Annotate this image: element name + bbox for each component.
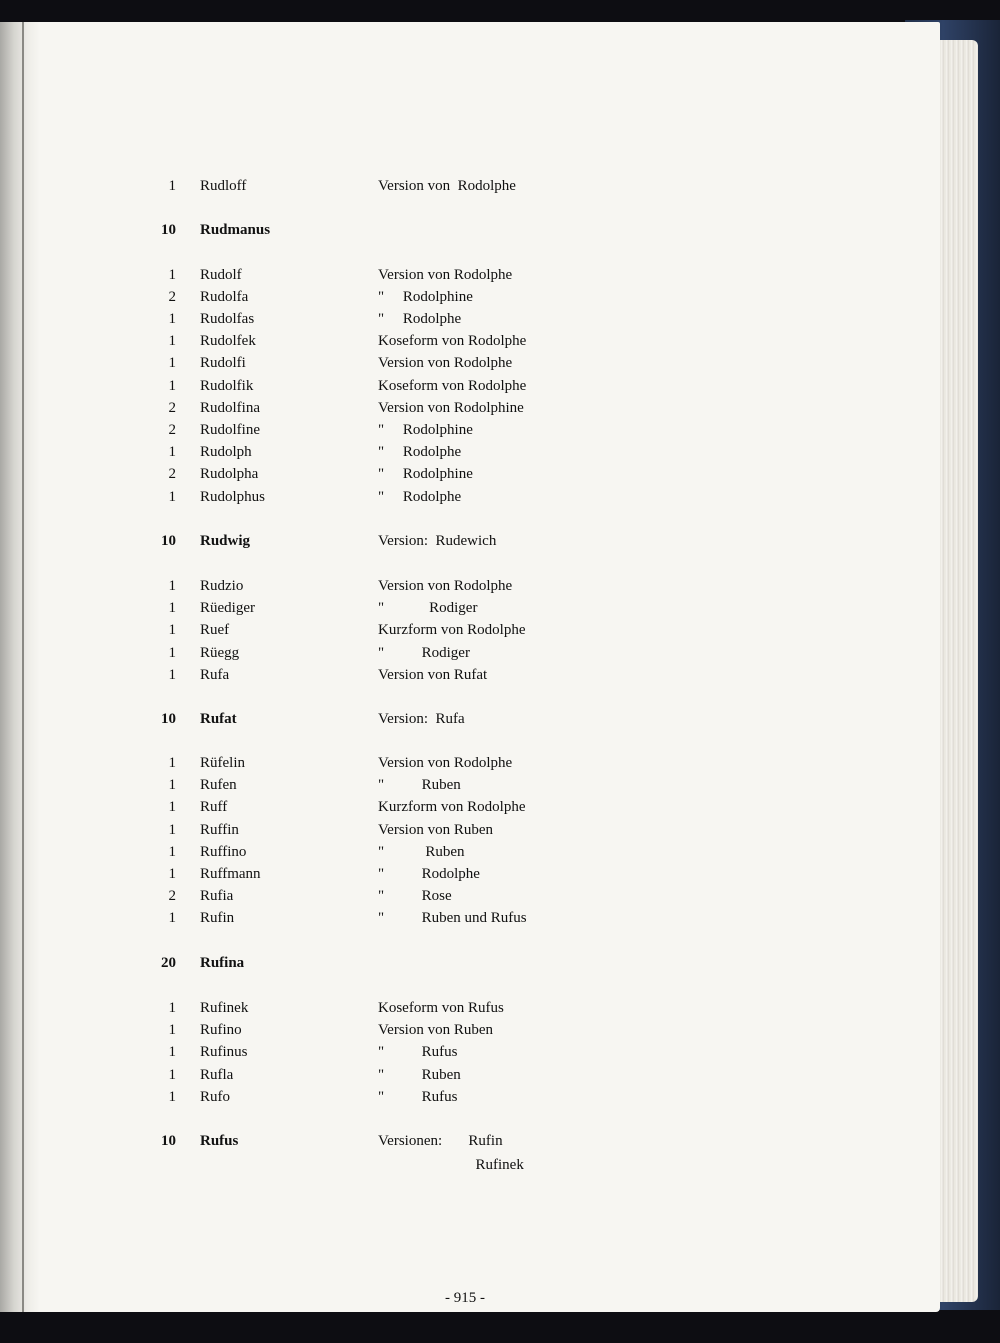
entry-note: " Rodiger [378, 600, 478, 616]
entry-count: 1 [168, 1089, 176, 1105]
entry-name: Rufat [200, 711, 237, 727]
entry-note: Koseform von Rodolphe [378, 333, 527, 349]
entry-count: 1 [168, 755, 176, 771]
entry-note: " Rodolphe [378, 866, 480, 882]
entry-rudolphus [0, 489, 900, 511]
entry-name: Rufla [200, 1067, 234, 1083]
entry-name: Rufinek [200, 1000, 249, 1016]
entry-note: " Ruben [378, 777, 461, 793]
entry-name: Rufo [200, 1089, 230, 1105]
entry-note: " Rodolphine [378, 466, 473, 482]
entry-rudolfine [0, 422, 900, 444]
entry-count: 1 [168, 444, 176, 460]
entry-note: " Ruben [378, 844, 465, 860]
entry-name: Rufa [200, 667, 230, 683]
entry-count: 2 [168, 466, 176, 482]
entry-count: 1 [168, 311, 176, 327]
entry-note: " Ruben [378, 1067, 461, 1083]
entry-rudolfi [0, 355, 900, 377]
entry-name: Rudwig [200, 533, 251, 549]
entry-count: 1 [168, 267, 176, 283]
entry-ruffmann [0, 866, 900, 888]
entry-note: " Rodolphe [378, 444, 462, 460]
entry-rudzio [0, 578, 900, 600]
entry-note: Version: Rudewich [378, 533, 497, 549]
entry-name: Ruffino [200, 844, 247, 860]
entry-rufat [0, 711, 900, 733]
entry-rudolfina [0, 400, 900, 422]
entry-count: 1 [168, 866, 176, 882]
entry-note: Koseform von Rufus [378, 1000, 504, 1016]
entry-count: 2 [168, 400, 176, 416]
entry-name: Rudolfa [200, 289, 249, 305]
entry-count: 1 [168, 822, 176, 838]
entry-note: Rufinek [378, 1157, 524, 1173]
entry-name: Ruffin [200, 822, 239, 838]
entry-rudolfas [0, 311, 900, 333]
entry-count: 2 [168, 422, 176, 438]
entry-rudwig [0, 533, 900, 555]
entry-note: " Rodolphe [378, 489, 462, 505]
entry-rudolfek [0, 333, 900, 355]
entry-note: Koseform von Rodolphe [378, 378, 527, 394]
entry-name: Rufina [200, 955, 245, 971]
entry-rufla [0, 1067, 900, 1089]
entry-name: Rudolf [200, 267, 242, 283]
entry-name: Rüfelin [200, 755, 245, 771]
entry-name: Rudolph [200, 444, 252, 460]
entry-note: " Rufus [378, 1089, 458, 1105]
entry-note: Kurzform von Rodolphe [378, 799, 526, 815]
entry-count: 1 [168, 777, 176, 793]
entry-rufinek [0, 1000, 900, 1022]
entry-name: Rudolfik [200, 378, 254, 394]
entry-rufus-continued [0, 1157, 900, 1179]
entry-name: Rudloff [200, 178, 247, 194]
entry-count: 10 [161, 533, 176, 549]
entry-name: Rudolpha [200, 466, 259, 482]
entry-note: " Rodolphine [378, 422, 473, 438]
entry-name: Rufinus [200, 1044, 248, 1060]
entry-name: Rufia [200, 888, 234, 904]
entry-rudmanus [0, 222, 900, 244]
page-number: - 915 - [445, 1290, 485, 1306]
entry-ruegg [0, 645, 900, 667]
entry-name: Rüegg [200, 645, 240, 661]
entry-count: 1 [168, 1000, 176, 1016]
entry-rudolpha [0, 466, 900, 488]
entry-note: Version von Rodolphe [378, 178, 516, 194]
entry-rufin [0, 910, 900, 932]
entry-note: " Rodiger [378, 645, 470, 661]
entry-count: 1 [168, 1044, 176, 1060]
entry-count: 10 [161, 222, 176, 238]
entry-rufo [0, 1089, 900, 1111]
entry-count: 2 [168, 888, 176, 904]
entry-name: Rufino [200, 1022, 242, 1038]
entry-count: 1 [168, 489, 176, 505]
entry-note: " Ruben und Rufus [378, 910, 527, 926]
entry-rufa [0, 667, 900, 689]
entry-count: 1 [168, 645, 176, 661]
entry-name: Rudolfi [200, 355, 246, 371]
entry-ruediger [0, 600, 900, 622]
entry-ruffino [0, 844, 900, 866]
entry-count: 1 [168, 667, 176, 683]
entry-note: Version von Rodolphe [378, 355, 513, 371]
entry-name: Rudzio [200, 578, 244, 594]
entry-ruff [0, 799, 900, 821]
entry-count: 1 [168, 355, 176, 371]
entry-count: 1 [168, 333, 176, 349]
entry-name: Rudolphus [200, 489, 266, 505]
entry-rudolf [0, 267, 900, 289]
entry-name: Ruff [200, 799, 228, 815]
entry-name: Ruef [200, 622, 230, 638]
entry-count: 1 [168, 578, 176, 594]
entry-note: Kurzform von Rodolphe [378, 622, 526, 638]
entry-name: Rufus [200, 1133, 239, 1149]
entry-note: Version: Rufa [378, 711, 465, 727]
entry-note: Version von Rodolphine [378, 400, 524, 416]
entry-count: 1 [168, 910, 176, 926]
entry-note: " Rufus [378, 1044, 458, 1060]
entry-note: Version von Ruben [378, 1022, 493, 1038]
entry-rufen [0, 777, 900, 799]
entry-note: Version von Rodolphe [378, 267, 513, 283]
entry-rudolph [0, 444, 900, 466]
entry-note: Version von Ruben [378, 822, 493, 838]
entry-name: Rüediger [200, 600, 255, 616]
entry-note: " Rodolphe [378, 311, 462, 327]
entry-count: 1 [168, 844, 176, 860]
entry-note: Version von Rodolphe [378, 755, 513, 771]
entry-count: 2 [168, 289, 176, 305]
entry-name: Rudolfas [200, 311, 255, 327]
entry-count: 1 [168, 1022, 176, 1038]
entry-note: Version von Rodolphe [378, 578, 513, 594]
entry-count: 10 [161, 711, 176, 727]
entry-name: Ruffmann [200, 866, 261, 882]
entry-count: 1 [168, 178, 176, 194]
entry-count: 1 [168, 378, 176, 394]
entry-note: " Rodolphine [378, 289, 473, 305]
entry-rufus [0, 1133, 900, 1155]
entry-name: Rudolfine [200, 422, 260, 438]
entry-rudolfa [0, 289, 900, 311]
entry-count: 1 [168, 622, 176, 638]
entry-name: Rudolfina [200, 400, 260, 416]
entry-count: 10 [161, 1133, 176, 1149]
entry-count: 1 [168, 799, 176, 815]
entry-count: 1 [168, 600, 176, 616]
entry-rufinus [0, 1044, 900, 1066]
entry-count: 20 [161, 955, 176, 971]
entry-name: Rufin [200, 910, 235, 926]
entry-rudloff [0, 178, 900, 200]
entry-name: Rudmanus [200, 222, 271, 238]
entry-count: 1 [168, 1067, 176, 1083]
entry-note: Version von Rufat [378, 667, 488, 683]
entry-name: Rufen [200, 777, 237, 793]
entry-name: Rudolfek [200, 333, 256, 349]
entry-rufino [0, 1022, 900, 1044]
entry-rudolfik [0, 378, 900, 400]
entry-note: Versionen: Rufin [378, 1133, 503, 1149]
entry-rufia [0, 888, 900, 910]
entry-ruffin [0, 822, 900, 844]
entry-note: " Rose [378, 888, 452, 904]
entry-ruef [0, 622, 900, 644]
entry-rufina [0, 955, 900, 977]
entry-ruefelin [0, 755, 900, 777]
